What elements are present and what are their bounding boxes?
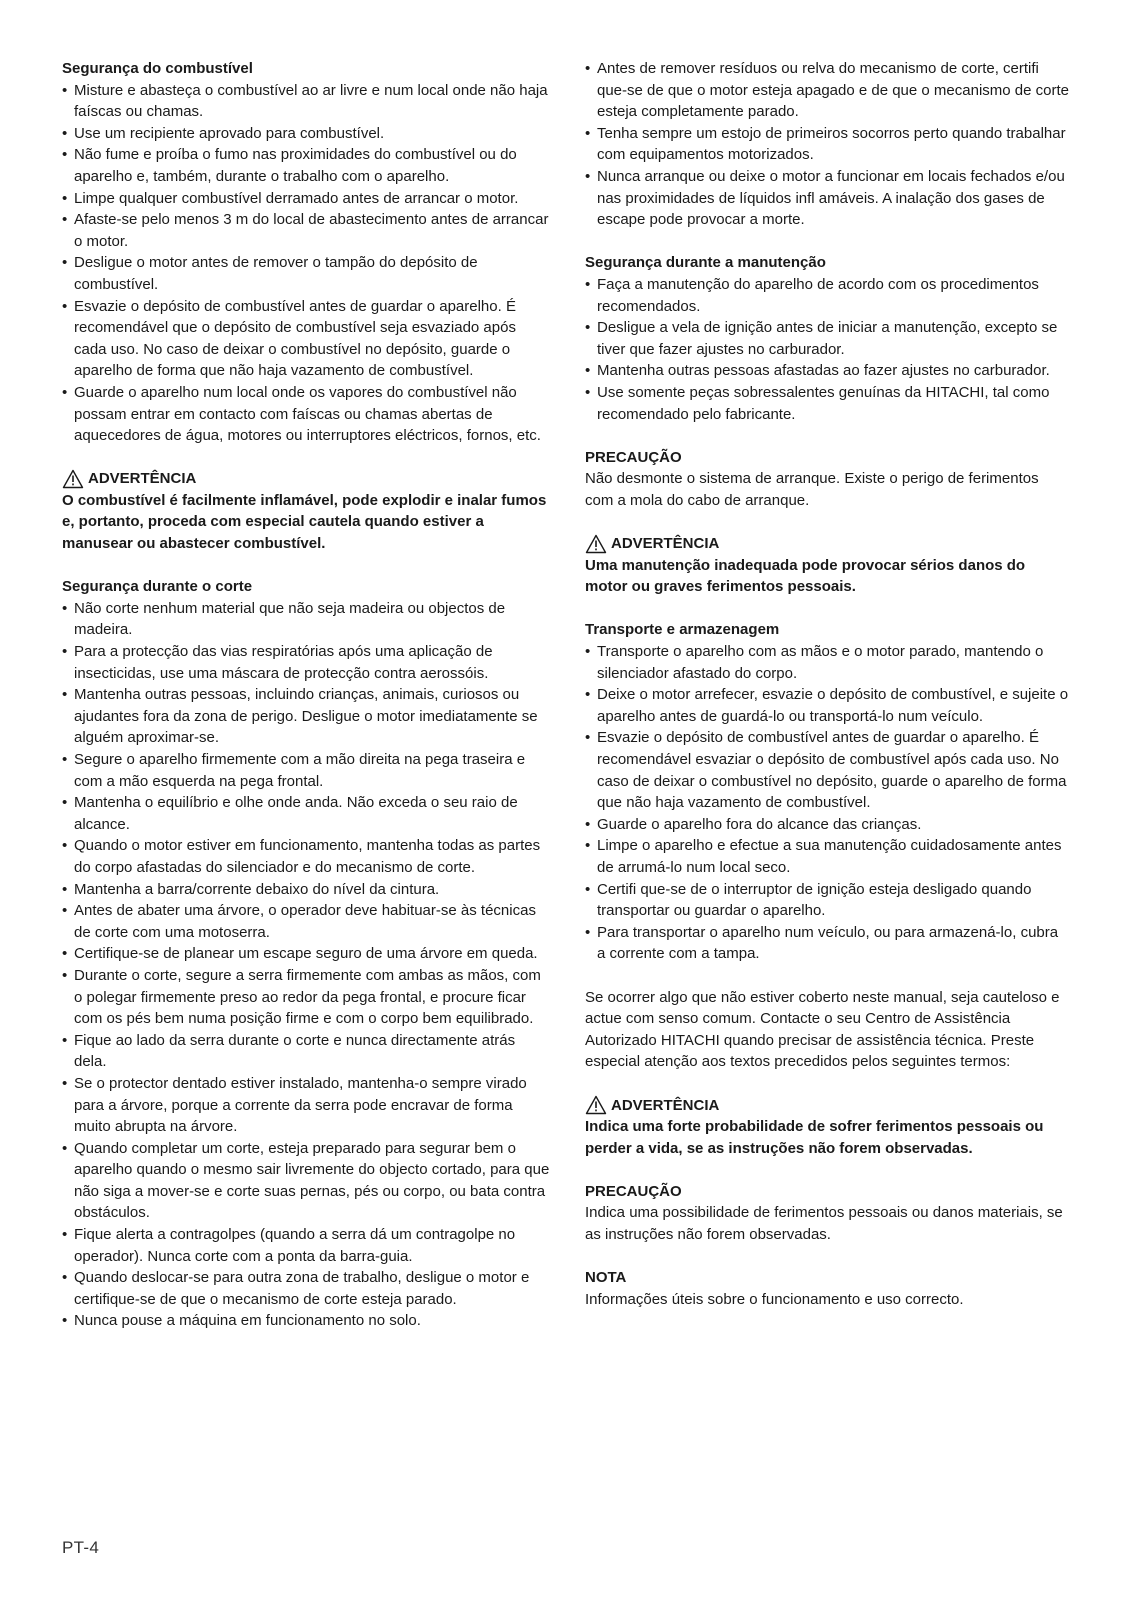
list-item: • Desligue a vela de ignição antes de iniciar a manutenção, excepto se tiver que fazer ajustes no carburador. xyxy=(585,319,1058,358)
warning-triangle-icon xyxy=(585,534,607,554)
list-item: • Esvazie o depósito de combustível antes de guardar o aparelho. É recomendável que o depósito de combustível seja esvaziado após cada uso. No caso de deixar o combustível no depósito, guarde o aparelho de forma que não haja vazamento de combustível. xyxy=(62,297,516,380)
list-item: • Fique alerta a contragolpes (quando a serra dá um contragolpe no operador). Nunca corte com a ponta da barra-guia. xyxy=(62,1226,516,1265)
caution-text: Não desmonte o sistema de arranque. Existe o perigo de ferimentos com a mola do cabo de arranque. xyxy=(585,470,1039,509)
list-item: • Quando completar um corte, esteja preparado para segurar bem o aparelho quando o mesmo sair livremente do objecto cortado, para que não siga a mover-se e corte suas pernas, pés ou corpo, ou bata contra obstáculos. xyxy=(62,1139,550,1222)
caution-title: PRECAUÇÃO xyxy=(585,1182,682,1200)
list-item: • Limpe qualquer combustível derramado antes de arrancar o motor. xyxy=(62,189,519,207)
caution-block-definition xyxy=(585,1181,1070,1246)
warning-triangle-icon xyxy=(585,1095,607,1115)
list-item: • Afaste-se pelo menos 3 m do local de abastecimento antes de arrancar o motor. xyxy=(62,211,549,250)
warning-block-maintenance xyxy=(585,533,1070,598)
list-item: • Mantenha a barra/corrente debaixo do nível da cintura. xyxy=(62,880,440,898)
list-item: • Antes de remover resíduos ou relva do mecanismo de corte, certifi que-se de que o motor esteja apagado e de que o mecanismo de corte esteja completamente parado. xyxy=(585,60,1069,121)
list-item: • Certifi que-se de o interruptor de ignição esteja desligado quando transportar ou guardar o aparelho. xyxy=(585,880,1032,920)
maintenance-heading: Segurança durante a manutenção xyxy=(585,254,826,272)
list-item: • Mantenha outras pessoas afastadas ao fazer ajustes no carburador. xyxy=(585,362,1050,380)
general-note-paragraph: Se ocorrer algo que não estiver coberto neste manual, seja cauteloso e actue com senso comum. Contacte o seu Centro de Assistência Autorizado HITACHI quando precisar de assistência técnica. Preste especial atenção aos textos precedidos pelos seguintes termos: xyxy=(585,988,1060,1071)
nota-block xyxy=(585,1267,1070,1310)
maintenance-section xyxy=(585,252,1070,425)
list-item: • Não corte nenhum material que não seja madeira ou objectos de madeira. xyxy=(62,599,506,639)
warning-text: O combustível é facilmente inflamável, pode explodir e inalar fumos e, portanto, proceda com especial cautela quando estiver a manusear ou abastecer combustível. xyxy=(62,491,547,553)
list-item: • Durante o corte, segure a serra firmemente com ambas as mãos, com o polegar firmemente preso ao redor da pega frontal, e procure ficar com os pés bem numa posição firme e com o corpo bem equilibrado. xyxy=(62,966,541,1028)
warning-title: ADVERTÊNCIA xyxy=(88,470,197,488)
list-item: • Quando o motor estiver em funcionamento, mantenha todas as partes do corpo afastadas do silenciador e do mecanismo de corte. xyxy=(62,837,541,876)
list-item: • Guarde o aparelho fora do alcance das crianças. xyxy=(585,815,922,833)
list-item: • Quando deslocar-se para outra zona de trabalho, desligue o motor e certifique-se de que o mecanismo de corte esteja parado. xyxy=(62,1269,530,1308)
fuel-safety-section xyxy=(62,58,550,447)
list-item: • Fique ao lado da serra durante o corte e nunca directamente atrás dela. xyxy=(62,1031,516,1071)
list-item: • Esvazie o depósito de combustível antes de guardar o aparelho. É recomendável esvaziar o depósito de combustível após cada uso. No caso de deixar o combustível no depósito, guarde o aparelho de forma que não haja vazamento de combustível. xyxy=(585,729,1067,812)
transport-section xyxy=(585,619,1070,965)
list-item: • Guarde o aparelho num local onde os vapores do combustível não possam entrar em contacto com faíscas ou chamas abertas de aquecedores de água, motores ou interruptores eléctricos, fornos, etc. xyxy=(62,383,541,445)
list-item: • Se o protector dentado estiver instalado, mantenha-o sempre virado para a árvore, porque a corrente da serra pode encravar de forma muito abrupta na árvore. xyxy=(62,1074,527,1136)
fuel-safety-heading: Segurança do combustível xyxy=(62,60,253,77)
list-item: • Para a protecção das vias respiratórias após uma aplicação de insecticidas, use uma máscara de protecção contra aerossóis. xyxy=(62,643,493,682)
list-item: • Mantenha o equilíbrio e olhe onde anda. Não exceda o seu raio de alcance. xyxy=(62,794,518,833)
list-item: • Limpe o aparelho e efectue a sua manutenção cuidadosamente antes de arrumá-lo num local seco. xyxy=(585,837,1062,876)
warning-text: Indica uma forte probabilidade de sofrer ferimentos pessoais ou perder a vida, se as instruções não forem observadas. xyxy=(585,1118,1044,1157)
warning-title: ADVERTÊNCIA xyxy=(611,1096,720,1114)
list-item: • Não fume e proíba o fumo nas proximidades do combustível ou do aparelho e, também, durante o trabalho com o aparelho. xyxy=(62,146,517,185)
cutting-safety-section xyxy=(62,576,550,1332)
general-note-section xyxy=(585,987,1070,1073)
continued-list xyxy=(585,58,1070,231)
transport-list xyxy=(585,641,1070,965)
caution-title: PRECAUÇÃO xyxy=(585,448,682,466)
list-item: • Para transportar o aparelho num veículo, ou para armazená-lo, cubra a corrente com a tampa. xyxy=(585,923,1059,963)
list-item: • Faça a manutenção do aparelho de acordo com os procedimentos recomendados. xyxy=(585,275,1039,315)
list-item: • Nunca pouse a máquina em funcionamento no solo. xyxy=(62,1312,421,1330)
list-item: • Certifique-se de planear um escape seguro de uma árvore em queda. xyxy=(62,945,538,963)
list-item: • Use somente peças sobressalentes genuínas da HITACHI, tal como recomendado pelo fabricante. xyxy=(585,383,1050,423)
list-item: • Desligue o motor antes de remover o tampão do depósito de combustível. xyxy=(62,254,478,293)
warning-triangle-icon xyxy=(62,469,84,489)
warning-title: ADVERTÊNCIA xyxy=(611,535,720,553)
warning-block-definition xyxy=(585,1095,1070,1160)
continued-list-section xyxy=(585,58,1070,231)
warning-text: Uma manutenção inadequada pode provocar sérios danos do motor ou graves ferimentos pessoais. xyxy=(585,556,1026,596)
transport-heading: Transporte e armazenagem xyxy=(585,621,780,639)
cutting-safety-heading: Segurança durante o corte xyxy=(62,578,253,596)
list-item: • Misture e abasteça o combustível ao ar livre e num local onde não haja faíscas ou chamas. xyxy=(62,81,548,121)
nota-text: Informações úteis sobre o funcionamento e uso correcto. xyxy=(585,1290,964,1308)
cutting-safety-list xyxy=(62,598,550,1332)
list-item: • Use um recipiente aprovado para combustível. xyxy=(62,124,385,142)
page-number: PT-4 xyxy=(62,1538,100,1557)
list-item: • Transporte o aparelho com as mãos e o motor parado, mantendo o silenciador afastado do corpo. xyxy=(585,643,1044,682)
list-item: • Segure o aparelho firmemente com a mão direita na pega traseira e com a mão esquerda na pega frontal. xyxy=(62,751,526,790)
warning-block-fuel xyxy=(62,468,550,554)
list-item: • Antes de abater uma árvore, o operador deve habituar-se às técnicas de corte com uma motoserra. xyxy=(62,902,536,941)
maintenance-list xyxy=(585,274,1070,425)
caution-block-starter xyxy=(585,447,1070,512)
right-column xyxy=(585,58,1070,1332)
list-item: • Tenha sempre um estojo de primeiros socorros perto quando trabalhar com equipamentos motorizados. xyxy=(585,124,1066,164)
nota-title: NOTA xyxy=(585,1269,627,1287)
fuel-safety-list xyxy=(62,80,550,447)
list-item: • Deixe o motor arrefecer, esvazie o depósito de combustível, e sujeite o aparelho antes de guardá-lo ou transportá-lo num veículo. xyxy=(585,686,1069,725)
left-column xyxy=(62,58,550,1354)
list-item: • Nunca arranque ou deixe o motor a funcionar em locais fechados e/ou nas proximidades de líquidos infl amáveis. A inalação dos gases de escape pode provocar a morte. xyxy=(585,167,1065,229)
caution-text: Indica uma possibilidade de ferimentos pessoais ou danos materiais, se as instruções não forem observadas. xyxy=(585,1204,1063,1244)
list-item: • Mantenha outras pessoas, incluindo crianças, animais, curiosos ou ajudantes fora da zona de perigo. Desligue o motor imediatamente se alguém aproximar-se. xyxy=(62,686,538,747)
